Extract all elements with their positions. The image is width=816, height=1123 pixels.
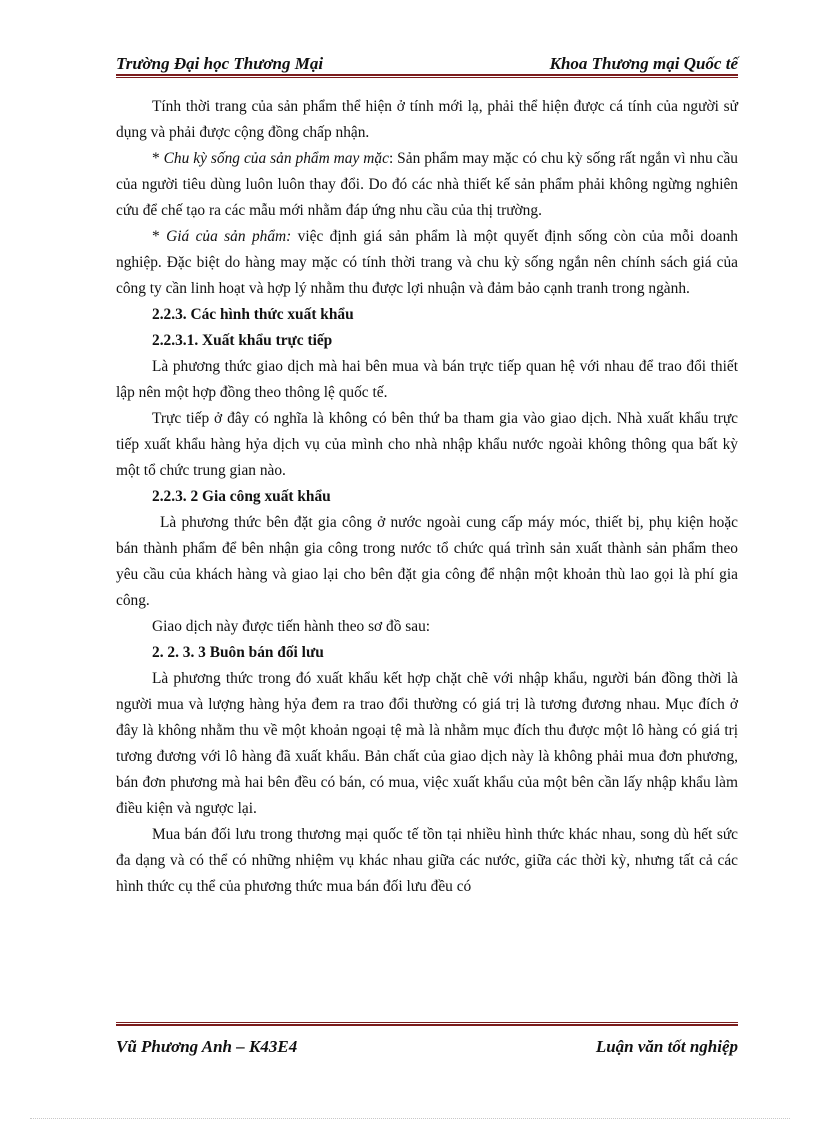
term-price: Giá của sản phẩm:	[166, 228, 292, 245]
header-university: Trường Đại học Thương Mại	[116, 54, 324, 73]
footer-rule	[116, 1022, 738, 1027]
paragraph: Là phương thức bên đặt gia công ở nước ngoài cung cấp máy móc, thiết bị, phụ kiện hoặc bán thành phẩm để bên nhận gia công trong nước tổ chức quá trình sản xuất thành sản phẩm theo yêu cầu của khách hàng và giao lại cho bên đặt gia công để nhận một khoản thù lao gọi là phí gia công.	[116, 514, 738, 609]
page-header	[116, 48, 738, 74]
term-life-cycle: Chu kỳ sống của sản phẩm may mặc	[163, 150, 389, 167]
paragraph: Giao dịch này được tiến hành theo sơ đồ sau:	[152, 618, 431, 635]
paragraph: Trực tiếp ở đây có nghĩa là không có bên thứ ba tham gia vào giao dịch. Nhà xuất khẩu trực tiếp xuất khẩu hàng hỷa dịch vụ của mình cho nhà nhập khẩu nước ngoài không thông qua bất kỳ một tổ chức trung gian nào.	[116, 410, 738, 479]
section-heading: 2.2.3. Các hình thức xuất khẩu	[152, 306, 354, 323]
header-rule	[116, 74, 738, 79]
subsection-heading: 2.2.3. 2 Gia công xuất khẩu	[152, 488, 331, 505]
document-body	[116, 94, 738, 900]
subsection-heading: 2.2.3.1. Xuất khẩu trực tiếp	[152, 332, 333, 349]
paragraph: Mua bán đối lưu trong thương mại quốc tế tồn tại nhiều hình thức khác nhau, song dù hết sức đa dạng và có thể có những nhiệm vụ khác nhau giữa các nước, giữa các thời kỳ, nhưng tất cả các hình thức cụ thể của phương thức mua bán đối lưu đều có	[116, 826, 738, 895]
footer-doc-type: Luận văn tốt nghiệp	[595, 1037, 738, 1056]
footer-author: Vũ Phương Anh – K43E4	[116, 1037, 298, 1056]
paragraph-price: * Giá của sản phẩm: việc định giá sản phẩm là một quyết định sống còn của mỗi doanh nghiệp. Đặc biệt do hàng may mặc có tính thời trang và chu kỳ sống ngắn nên chính sách giá của công ty cần linh hoạt và hợp lý nhằm thu được lợi nhuận và đảm bảo cạnh tranh trong ngành.	[116, 228, 738, 297]
page-edge-divider	[30, 1118, 790, 1119]
paragraph: Là phương thức trong đó xuất khẩu kết hợp chặt chẽ với nhập khẩu, người bán đồng thời là người mua và lượng hàng hỷa đem ra trao đổi thường có giá trị là tương đương nhau. Mục đích ở đây là không nhằm thu về một khoản ngoại tệ mà là nhằm mục đích thu được một lô hàng có giá trị tương đương với lô hàng đã xuất khẩu. Bản chất của giao dịch này là không phải mua đơn phương, bán đơn phương mà hai bên đều có bán, có mua, việc xuất khẩu của một bên cần lấy nhập khẩu làm điều kiện và ngược lại.	[116, 670, 738, 817]
page-footer	[116, 1034, 738, 1060]
paragraph: Tính thời trang của sản phẩm thể hiện ở tính mới lạ, phải thể hiện được cá tính của người sử dụng và phải được cộng đồng chấp nhận.	[116, 98, 738, 141]
subsection-heading: 2. 2. 3. 3 Buôn bán đối lưu	[152, 644, 324, 661]
header-faculty: Khoa Thương mại Quốc tế	[549, 54, 738, 73]
paragraph: Là phương thức giao dịch mà hai bên mua và bán trực tiếp quan hệ với nhau để trao đổi thiết lập nên một hợp đồng theo thông lệ quốc tế.	[116, 358, 738, 401]
paragraph-life-cycle: * Chu kỳ sống của sản phẩm may mặc: Sản phẩm may mặc có chu kỳ sống rất ngắn vì nhu cầu của người tiêu dùng luôn luôn thay đổi. Do đó các nhà thiết kế sản phẩm phải không ngừng nghiên cứu để chế tạo ra các mẫu mới nhằm đáp ứng nhu cầu của thị trường.	[116, 150, 738, 219]
